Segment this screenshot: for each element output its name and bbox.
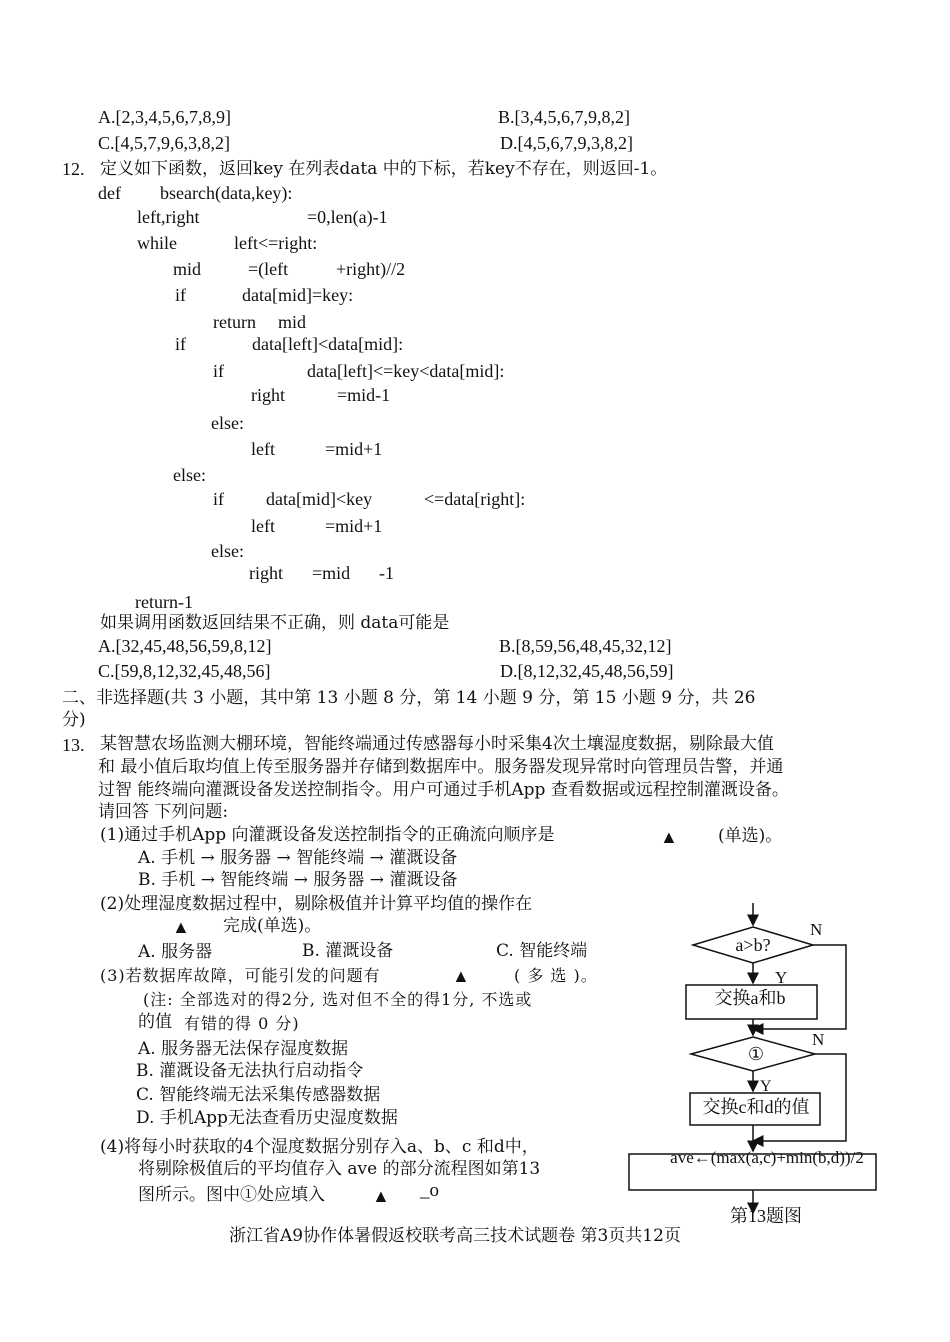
- code-token: data[mid]=key:: [242, 285, 354, 305]
- code-keyword: if: [213, 489, 224, 509]
- q13-sub4-cont: 图所示。图中①处应填入: [138, 1185, 325, 1205]
- q13-sub1-option-a: A. 手机 → 服务器 → 智能终端 → 灌溉设备: [138, 848, 458, 868]
- code-token: =mid+1: [325, 439, 383, 459]
- branch-label-y: Y: [760, 1078, 772, 1095]
- section-heading-cont: 分): [62, 710, 86, 730]
- code-token: right: [249, 563, 283, 583]
- process-swap-ab-label: 交换a和b: [714, 988, 786, 1008]
- q13-sub1-option-b: B. 手机 → 智能终端 → 服务器 → 灌溉设备: [138, 870, 458, 890]
- q13-sub3-note: (注: 全部选对的得2分, 选对但不全的得1分, 不选或: [143, 990, 533, 1009]
- code-def: def: [98, 183, 121, 203]
- q13-sub2-option-c: C. 智能终端: [496, 941, 588, 961]
- q13-paragraph: 过智 能终端向灌溉设备发送控制指令。用户可通过手机App 查看数据或远程控制灌溉设备。: [98, 780, 789, 800]
- q13-sub4-cont: 将剔除极值后的平均值存入 ave 的部分流程图如第13: [138, 1159, 541, 1179]
- page-footer: 浙江省A9协作体暑假返校联考高三技术试题卷 第3页共12页: [229, 1226, 681, 1246]
- answer-blank-marker: ▲: [372, 1186, 390, 1206]
- answer-blank-line: _o: [420, 1180, 439, 1201]
- code-token: =0,len(a)-1: [307, 207, 388, 227]
- branch-label-n: N: [812, 1030, 825, 1049]
- code-token: -1: [379, 563, 394, 583]
- code-keyword: while: [137, 233, 177, 253]
- q11-option-c: C.[4,5,7,9,6,3,8,2]: [98, 133, 230, 153]
- code-token: =mid+1: [325, 516, 383, 536]
- code-token: +right)//2: [336, 259, 406, 279]
- process-swap-cd-label: 交换c和d的值: [702, 1097, 810, 1117]
- code-token: =mid: [312, 563, 351, 583]
- code-keyword: else:: [211, 413, 244, 433]
- code-signature: bsearch(data,key):: [160, 183, 293, 203]
- code-token: data[left]<data[mid]:: [252, 334, 404, 354]
- q13-sub3-option-b: B. 灌溉设备无法执行启动指令: [136, 1061, 364, 1081]
- q13-sub2-option-b: B. 灌溉设备: [302, 941, 394, 961]
- q13-sub3-tail: ( 多 选 )。: [514, 966, 598, 985]
- q11-option-b: B.[3,4,5,6,7,9,8,2]: [498, 107, 630, 127]
- q13-sub1-tail: (单选)。: [718, 826, 783, 846]
- q13-sub1: (1)通过手机App 向灌溉设备发送控制指令的正确流向顺序是: [100, 825, 555, 845]
- q13-sub3-note-cont: 有错的得 0 分): [184, 1014, 300, 1033]
- code-token: left: [251, 439, 275, 459]
- code-token: =mid-1: [337, 385, 391, 405]
- figure-caption: 第13题图: [730, 1206, 802, 1226]
- branch-label-n: N: [810, 920, 823, 939]
- q13-paragraph: 和 最小值后取均值上传至服务器并存储到数据库中。服务器发现异常时向管理员告警，并通: [98, 757, 784, 777]
- q12-option-d: D.[8,12,32,45,48,56,59]: [500, 661, 674, 681]
- code-token: left<=right:: [234, 233, 318, 253]
- flowchart: [620, 895, 920, 1235]
- q12-number: 12.: [62, 159, 85, 179]
- code-keyword: if: [175, 285, 186, 305]
- code-token: data[left]<=key<data[mid]:: [307, 361, 505, 381]
- q12-option-a: A.[32,45,48,56,59,8,12]: [98, 636, 272, 656]
- q12-option-c: C.[59,8,12,32,45,48,56]: [98, 661, 271, 681]
- code-token: <=data[right]:: [424, 489, 526, 509]
- code-token: mid: [278, 312, 307, 332]
- q13-sub3: (3)若数据库故障，可能引发的问题有: [100, 966, 381, 985]
- q13-sub2: (2)处理湿度数据过程中，剔除极值并计算平均值的操作在: [100, 894, 533, 914]
- code-keyword: return: [213, 312, 256, 332]
- code-token: left,right: [137, 207, 200, 227]
- code-token: mid: [173, 259, 202, 279]
- q12-option-b: B.[8,59,56,48,45,32,12]: [499, 636, 672, 656]
- q13-paragraph: 某智慧农场监测大棚环境，智能终端通过传感器每小时采集4次土壤湿度数据，剔除最大值: [100, 734, 774, 754]
- q12-stem: 定义如下函数，返回key 在列表data 中的下标，若key不存在，则返回-1。: [100, 159, 668, 179]
- q13-paragraph: 请回答 下列问题:: [98, 802, 229, 822]
- q13-sub3-option-c: C. 智能终端无法采集传感器数据: [136, 1085, 381, 1105]
- code-token: data[mid]<key: [266, 489, 373, 509]
- q11-option-a: A.[2,3,4,5,6,7,8,9]: [98, 107, 231, 127]
- decision-a-gt-b-label: a>b?: [735, 935, 771, 955]
- branch-label-y: Y: [775, 968, 788, 987]
- section-heading: 二、非选择题(共 3 小题，其中第 13 小题 8 分，第 14 小题 9 分，第 15 小题 9 分，共 26: [62, 688, 756, 708]
- answer-blank-marker: ▲: [172, 917, 190, 937]
- code-token: right: [251, 385, 285, 405]
- q13-sub3-option-a: A. 服务器无法保存湿度数据: [138, 1039, 349, 1059]
- code-return: return-1: [135, 592, 193, 612]
- q11-option-d: D.[4,5,6,7,9,3,8,2]: [500, 133, 633, 153]
- q13-sub3-option-d: D. 手机App无法查看历史湿度数据: [136, 1108, 398, 1128]
- q13-sub3-note-prefix: 的值: [138, 1012, 172, 1032]
- code-token: left: [251, 516, 275, 536]
- code-keyword: if: [213, 361, 224, 381]
- q13-sub4: (4)将每小时获取的4个湿度数据分别存入a、b、c 和d中，: [100, 1137, 539, 1157]
- code-keyword: else:: [173, 465, 206, 485]
- decision-condition-1-label: ①: [747, 1044, 765, 1064]
- answer-blank-marker: ▲: [452, 966, 470, 986]
- code-token: =(left: [248, 259, 289, 279]
- q13-number: 13.: [62, 735, 85, 755]
- q13-sub2-tail: 完成(单选)。: [223, 916, 322, 936]
- q12-question: 如果调用函数返回结果不正确，则 data可能是: [100, 613, 450, 633]
- answer-blank-marker: ▲: [660, 827, 678, 847]
- code-keyword: if: [175, 334, 186, 354]
- q13-sub2-option-a: A. 服务器: [138, 942, 213, 962]
- code-keyword: else:: [211, 541, 244, 561]
- process-compute-ave-label: ave←(max(a,c)+min(b,d))/2: [670, 1148, 864, 1167]
